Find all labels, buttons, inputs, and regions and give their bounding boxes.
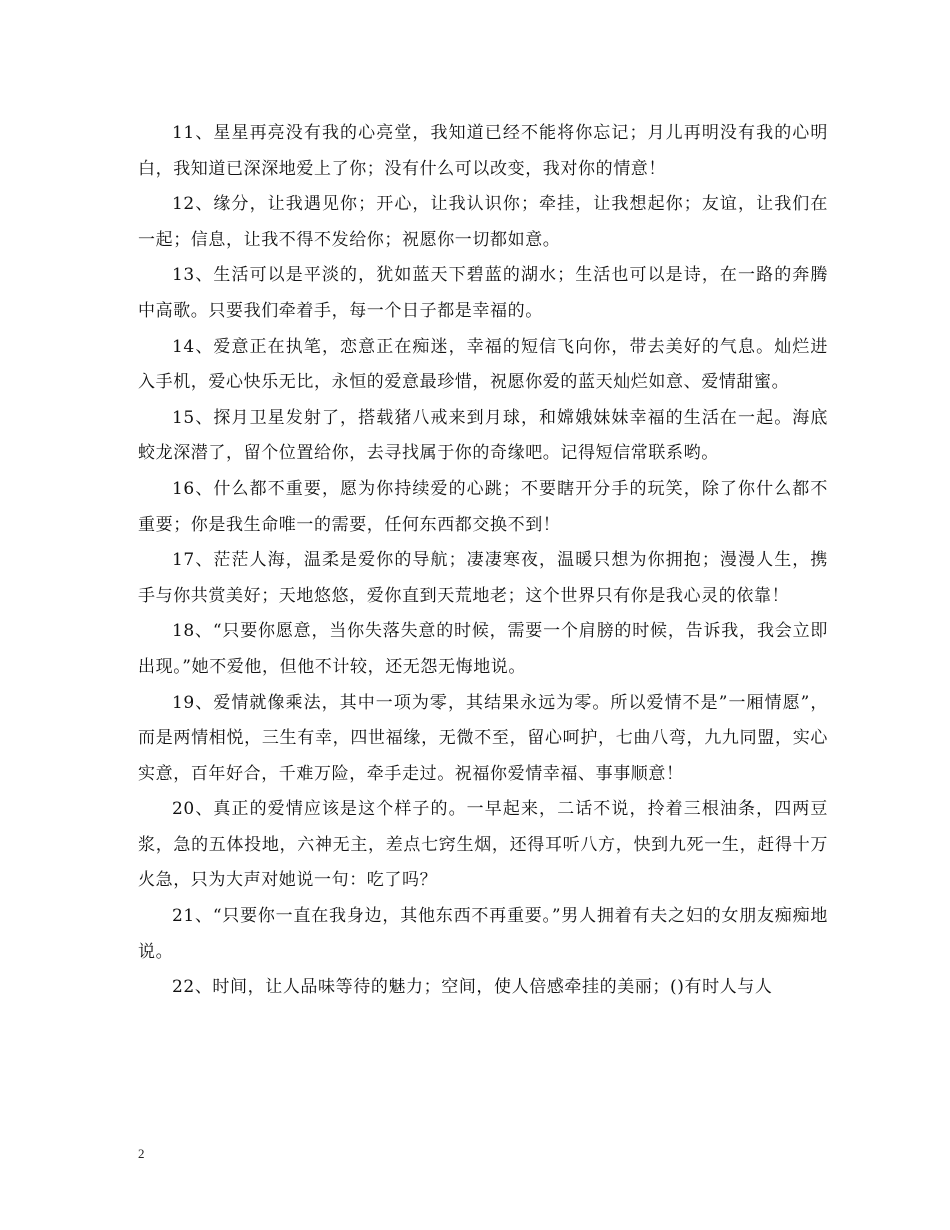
paragraph-13: 13、生活可以是平淡的，犹如蓝天下碧蓝的湖水；生活也可以是诗，在一路的奔腾中高歌。只要我们牵着手，每一个日子都是幸福的。: [138, 265, 828, 321]
paragraph-22: 22、时间，让人品味等待的魅力；空间，使人倍感牵挂的美丽；()有时人与人: [172, 977, 773, 998]
paragraph-19: 19、爱情就像乘法，其中一项为零，其结果永远为零。所以爱情不是”一厢情愿”，而是两情相悦，三生有幸，四世福缘，无微不至，留心呵护，七曲八弯，九九同盟，实心实意，百年好合，千难万险，牵手走过。祝福你爱情幸福、事事顺意！: [138, 692, 828, 784]
paragraph-11: 11、星星再亮没有我的心亮堂，我知道已经不能将你忘记；月儿再明没有我的心明白，我知道已深深地爱上了你；没有什么可以改变，我对你的情意！: [138, 123, 828, 179]
paragraph-12: 12、缘分，让我遇见你；开心，让我认识你；牵挂，让我想起你；友谊，让我们在一起；信息，让我不得不发给你；祝愿你一切都如意。: [138, 194, 828, 250]
paragraph-20: 20、真正的爱情应该是这个样子的。一早起来，二话不说，拎着三根油条，四两豆浆，急的五体投地，六神无主，差点七窍生烟，还得耳听八方，快到九死一生，赶得十万火急，只为大声对她说一句：吃了吗？: [138, 799, 828, 891]
paragraph-21: 21、“只要你一直在我身边，其他东西不再重要。”男人拥着有夫之妇的女朋友痴痴地说。: [138, 906, 828, 962]
page-number: 2: [138, 1146, 145, 1161]
paragraph-18: 18、“只要你愿意，当你失落失意的时候，需要一个肩膀的时候，告诉我，我会立即出现。”她不爱他，但他不计较，还无怨无悔地说。: [138, 621, 828, 677]
paragraph-16: 16、什么都不重要，愿为你持续爱的心跳；不要瞎开分手的玩笑，除了你什么都不重要；你是我生命唯一的需要，任何东西都交换不到！: [138, 478, 828, 535]
paragraph-17: 17、茫茫人海，温柔是爱你的导航；凄凄寒夜，温暖只想为你拥抱；漫漫人生，携手与你共赏美好；天地悠悠，爱你直到天荒地老；这个世界只有你是我心灵的依靠！: [138, 550, 828, 606]
document-body: [138, 116, 828, 1006]
paragraph-15: 15、探月卫星发射了，搭载猪八戒来到月球，和嫦娥妹妹幸福的生活在一起。海底蛟龙深潜了，留个位置给你，去寻找属于你的奇缘吧。记得短信常联系哟。: [138, 407, 828, 464]
paragraph-14: 14、爱意正在执笔，恋意正在痴迷，幸福的短信飞向你，带去美好的气息。灿烂进入手机，爱心快乐无比，永恒的爱意最珍惜，祝愿你爱的蓝天灿烂如意、爱情甜蜜。: [138, 336, 828, 393]
